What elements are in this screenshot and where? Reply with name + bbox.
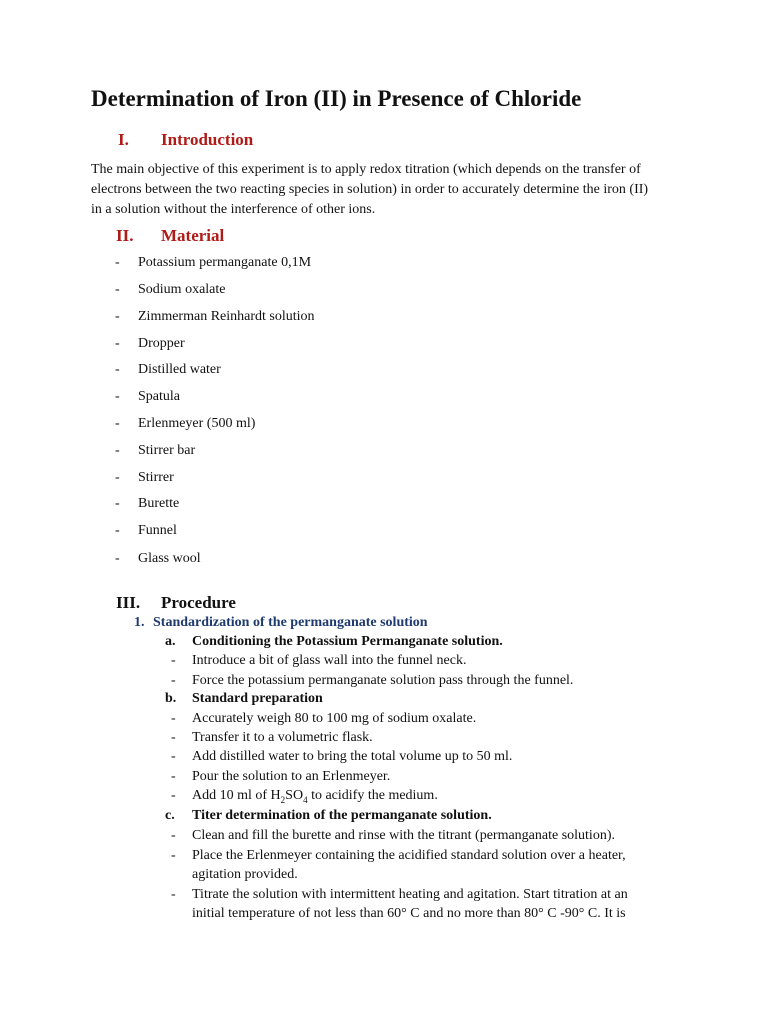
list-item: - Place the Erlenmeyer containing the acidified standard solution over a heater, [171,848,626,863]
subsection-heading-standardization: 1. Standardization of the permanganate solution [134,615,428,630]
list-item: - Transfer it to a volumetric flask. [171,730,373,745]
list-item: - Add distilled water to bring the total volume up to 50 ml. [171,749,513,764]
section-title: Introduction [161,130,254,149]
list-item-continuation: agitation provided. [192,867,298,882]
section-heading-material [116,226,316,246]
list-item: - Clean and fill the burette and rinse with the titrant (permanganate solution). [171,828,615,843]
list-item: - Introduce a bit of glass wall into the funnel neck. [171,653,467,668]
list-item: - Titrate the solution with intermittent heating and agitation. Start titration at an [171,887,628,902]
step-c-heading: c. Titer determination of the permanganate solution. [165,808,492,823]
section-title: Material [161,226,225,245]
document-title: Determination of Iron (II) in Presence of Chloride [91,86,582,111]
section-number: II. [116,226,134,245]
document-page: Determination of Iron (II) in Presence of Chloride I. Introduction The main objective of this experiment is to apply redox titration (which depends on the transfer of electrons between the two reacting species in solution) in order to accurately determine the iron (II) in a solution without the interference of other ions. II. Material - Potassium permanganate 0,1M - Sodium oxalate - Zimmerman Reinhardt solution - Dropper - Distilled water - Spatula - Erlenmeyer (500 ml) - Stirrer bar - Stirrer - Burette - Funnel - Glass wool III. Procedure 1. Standardization of the permanganate solution a. Conditioning the Potassium Permanganate solution. - Introduce a bit of glass wall into the funnel neck. - Force the potassium permanganate solution pass through the funnel. b. Standard preparation - Accurately weigh 80 to 100 mg of sodium oxalate. - Transfer it to a volumetric flask. - Add distilled water to bring the total volume up to 50 ml. - Pour the solution to an Erlenmeyer. - Add 10 ml of $H_2SO_4$ to acidify the medium. c. Titer determination of the permanganate solution. - Clean and fill the burette and rinse with the titrant (permanganate solution). - Place the Erlenmeyer containing the acidified standard solution over a heater, agitation provided. - Titrate the solution with intermittent heating and agitation. Start titration at an initial temperature of not less than 60° C and no more than 80° C -90° C. It is [0,0,768,1024]
section-number: I. [118,130,129,149]
list-item-continuation: initial temperature of not less than 60° C and no more than 80° C -90° C. It is [192,906,626,921]
step-b-heading: b. Standard preparation [165,691,323,706]
list-item: - Accurately weigh 80 to 100 mg of sodium oxalate. [171,711,477,726]
introduction-paragraph: The main objective of this experiment is to apply redox titration (which depends on the transfer of electrons between the two reacting species in solution) in order to accurately determine the iron (II) in a solution without the interference of other ions. [91,162,649,217]
step-a-heading: a. Conditioning the Potassium Permanganate solution. [165,634,503,649]
list-item: - Force the potassium permanganate solution pass through the funnel. [171,673,574,688]
section-heading-introduction [118,130,318,150]
section-heading-procedure [116,593,316,613]
h2so4-instruction: Add 10 ml of $H_2SO_4$ to acidify the medium. [192,788,438,805]
list-item: - Add 10 ml of $H_2SO_4$ to acidify the medium. [171,788,438,805]
section-number: III. [116,593,141,612]
list-item: - Pour the solution to an Erlenmeyer. [171,769,391,784]
section-title: Procedure [161,593,236,612]
